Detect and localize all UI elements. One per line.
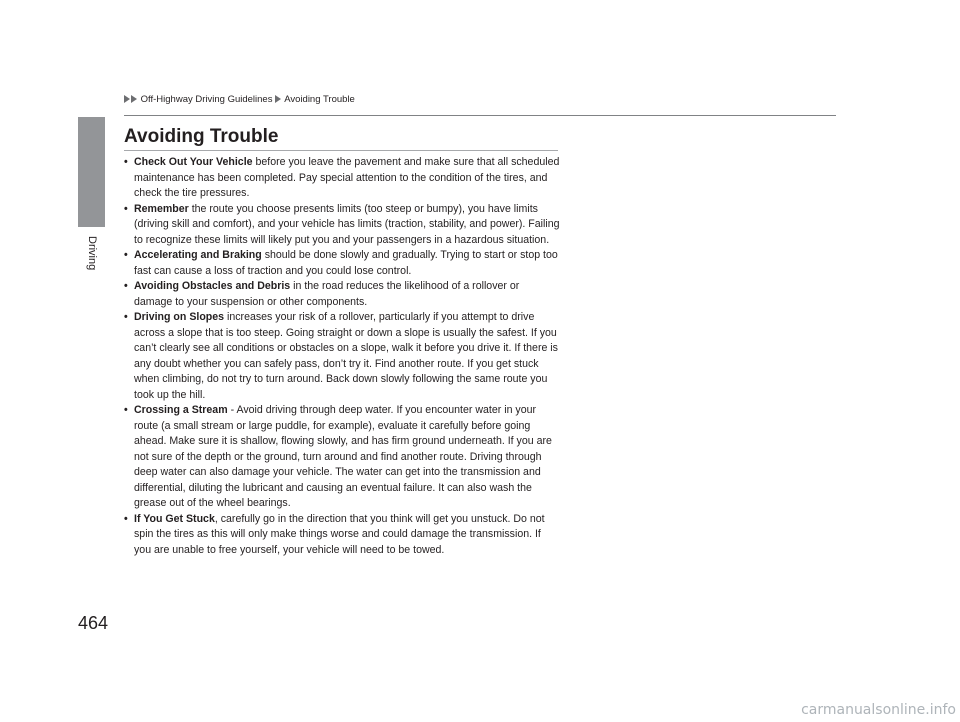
section-label: Driving: [85, 236, 98, 271]
list-item: [124, 310, 560, 403]
list-item: [124, 403, 560, 512]
item-text: - Avoid driving through deep water. If you encounter water in your route (a small stream or large puddle, for example), evaluate it carefully before going ahead. Make sure it is shallow, flowing slowly, and has firm ground underneath. If you are not sure of the depth or the ground, turn around and find another route. Driving through deep water can also damage your vehicle. The water can get into the transmission and differential, diluting the lubricant and causing an eventual failure. It can also wash the grease out of the wheel bearings.: [134, 404, 552, 509]
item-term: Accelerating and Braking: [134, 249, 262, 261]
item-text: before you leave the pavement and make sure that all scheduled maintenance has been completed. Pay special attention to the condition of the tires, and check the tire pressures.: [134, 156, 560, 199]
guideline-list: [124, 155, 560, 558]
section-label-container: [78, 230, 105, 310]
item-term: If You Get Stuck: [134, 512, 215, 525]
bullet-icon: •: [124, 512, 128, 525]
page-title: Avoiding Trouble: [124, 126, 279, 147]
breadcrumb: [124, 94, 355, 105]
list-item: [124, 202, 560, 249]
item-text: should be done slowly and gradually. Trying to start or stop too fast can cause a loss of traction and you could lose control.: [134, 249, 558, 277]
header-divider: [124, 115, 836, 116]
item-text: the route you choose presents limits (too steep or bumpy), you have limits (driving skill and comfort), and your vehicle has limits (traction, stability, and power). Failing to recognize these limits will likely put you and your passengers in a hazardous situation.: [134, 202, 560, 246]
item-text: , carefully go in the direction that you think will get you unstuck. Do not spin the tires as this will only make things worse and could damage the transmission. If you are unable to free yourself, your vehicle will need to be towed.: [134, 512, 545, 556]
watermark: carmanualsonline.info: [801, 702, 956, 718]
breadcrumb-arrow-icon: [124, 95, 130, 103]
breadcrumb-arrow-icon: [131, 95, 137, 103]
list-item: [124, 512, 560, 559]
section-tab: [78, 117, 105, 227]
bullet-icon: •: [124, 202, 128, 215]
list-item: [124, 155, 560, 202]
item-term: Crossing a Stream: [134, 404, 228, 416]
breadcrumb-item-guidelines[interactable]: Off-Highway Driving Guidelines: [140, 94, 273, 105]
bullet-icon: •: [124, 404, 128, 416]
item-term: Driving on Slopes: [134, 311, 225, 323]
item-term: Avoiding Obstacles and Debris: [134, 280, 291, 292]
breadcrumb-arrow-icon: [275, 95, 281, 103]
item-text: in the road reduces the likelihood of a rollover or damage to your suspension or other components.: [134, 280, 520, 308]
list-item: [124, 248, 560, 279]
item-text: increases your risk of a rollover, particularly if you attempt to drive across a slope that is too steep. Going straight or down a slope is usually the safest. If you can’t clearly see all conditions or obstacles on a slope, walk it before you drive it. If there is any doubt whether you can safely pass, don’t try it. Find another route. If you get stuck when climbing, do not try to turn around. Back down slowly following the same route you took up the hill.: [134, 311, 558, 401]
item-term: Remember: [134, 202, 189, 215]
bullet-icon: •: [124, 311, 128, 323]
page-number: 464: [78, 613, 109, 633]
item-term: Check Out Your Vehicle: [134, 156, 253, 168]
bullet-icon: •: [124, 280, 128, 292]
bullet-icon: •: [124, 249, 128, 261]
list-item: [124, 279, 560, 310]
bullet-icon: •: [124, 156, 128, 168]
breadcrumb-item-current[interactable]: Avoiding Trouble: [284, 94, 355, 105]
title-divider: [124, 150, 558, 151]
